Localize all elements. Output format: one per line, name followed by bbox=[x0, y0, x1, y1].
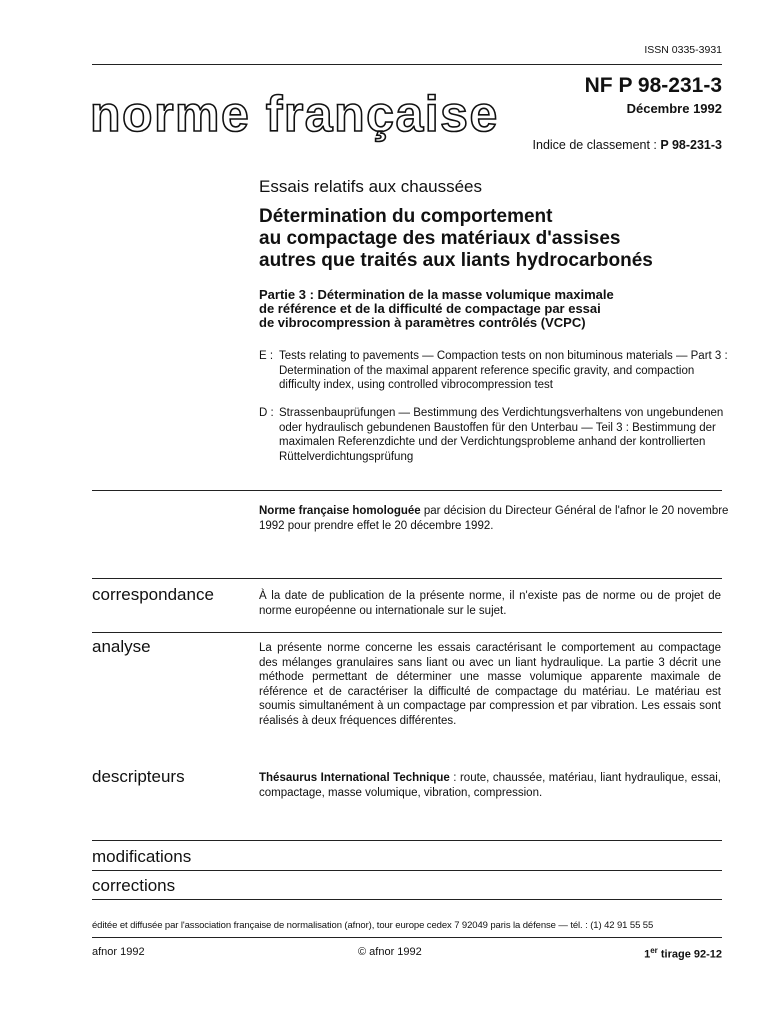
print-run bbox=[560, 946, 722, 961]
german-translation bbox=[259, 406, 729, 464]
modifications-label: modifications bbox=[92, 847, 192, 866]
translation-text: Strassenbauprüfungen — Bestimmung des Verdichtungsverhaltens von ungebundenen oder hydraulisch gebundenen Baustoffen für den Unterbau — Teil 3 : Bestimmung der maximalen Referenzdichte und der Verdichtungsprobleme anhand der kontrollierten Rüttelverdichtungsprüfung bbox=[279, 407, 724, 463]
descripteurs-label: descripteurs bbox=[92, 767, 185, 786]
thesaurus-label: Thésaurus International Technique bbox=[259, 772, 450, 784]
correspondance-text: À la date de publication de la présente norme, il n'existe pas de norme ou de projet de norme européenne ou internationale sur le sujet. bbox=[259, 590, 721, 617]
publisher-note: éditée et diffusée par l'association française de normalisation (afnor), tour europe cedex 7 92049 paris la défense — tél. : (1) 42 91 55 55 bbox=[92, 920, 654, 931]
header-top-rule bbox=[92, 64, 722, 65]
homologation-notice bbox=[259, 504, 729, 534]
section-rule bbox=[92, 632, 722, 633]
part-title-line: de référence et de la difficulté de compactage par essai bbox=[259, 301, 601, 316]
main-title-line: Détermination du comportement bbox=[259, 206, 553, 227]
tirage-superscript: er bbox=[650, 946, 658, 955]
tirage-text: tirage 92-12 bbox=[657, 948, 722, 961]
footer-rule bbox=[92, 937, 722, 938]
analyse-label: analyse bbox=[92, 637, 151, 656]
corrections-label: corrections bbox=[92, 876, 176, 895]
section-rule bbox=[92, 490, 722, 491]
publication-date: Décembre 1992 bbox=[626, 101, 722, 116]
section-rule bbox=[92, 870, 722, 871]
descripteurs-keywords: : route, chaussée, matériau, liant hydraulique, essai, compactage, masse volumique, vibration, compression. bbox=[259, 772, 721, 799]
main-title bbox=[259, 206, 729, 272]
footer-left: afnor 1992 bbox=[92, 946, 145, 958]
section-rule bbox=[92, 578, 722, 579]
tirage-number: 1 bbox=[644, 948, 651, 961]
analyse-text: La présente norme concerne les essais caractérisant le comportement au compactage des mélanges granulaires sans liant ou avec un liant hydraulique. La partie 3 décrit une méthode permettant de déterminer une masse volumique apparente maximale de référence et de caractériser la difficulté de compactage du matériau. Le matériau est soumis simultanément à un compactage par compression et par vibration. Les essais sont réalisés à deux fréquences différentes. bbox=[259, 642, 721, 727]
correspondance-label: correspondance bbox=[92, 585, 214, 604]
brand-title: norme française bbox=[90, 86, 499, 142]
indice-value: P 98-231-3 bbox=[660, 138, 722, 152]
homologation-text: par décision du Directeur Général de l'afnor le 20 novembre 1992 pour prendre effet le 20 décembre 1992. bbox=[259, 505, 729, 532]
section-rule bbox=[92, 840, 722, 841]
standard-code: NF P 98-231-3 bbox=[584, 74, 722, 97]
part-title-line: de vibrocompression à paramètres contrôlés (VCPC) bbox=[259, 315, 586, 330]
language-code: E : bbox=[259, 350, 274, 362]
homologation-bold: Norme française homologuée bbox=[259, 505, 421, 517]
language-code: D : bbox=[259, 407, 274, 419]
part-title-line: Partie 3 : Détermination de la masse volumique maximale bbox=[259, 287, 614, 302]
translation-text: Tests relating to pavements — Compaction tests on non bituminous materials — Part 3 : Determination of the maximal apparent reference specific gravity, and compaction difficulty index, using controlled vibrocompression test bbox=[279, 350, 728, 391]
subject-category: Essais relatifs aux chaussées bbox=[259, 177, 482, 196]
classification-index bbox=[420, 138, 722, 152]
part-title bbox=[259, 288, 729, 330]
main-title-line: autres que traités aux liants hydrocarbonés bbox=[259, 250, 653, 271]
section-rule bbox=[92, 899, 722, 900]
copyright: © afnor 1992 bbox=[358, 946, 422, 958]
descripteurs-text bbox=[259, 771, 721, 800]
english-translation bbox=[259, 349, 729, 393]
indice-label: Indice de classement : bbox=[532, 138, 661, 152]
issn-number: ISSN 0335-3931 bbox=[644, 44, 722, 56]
main-title-line: au compactage des matériaux d'assises bbox=[259, 228, 621, 249]
